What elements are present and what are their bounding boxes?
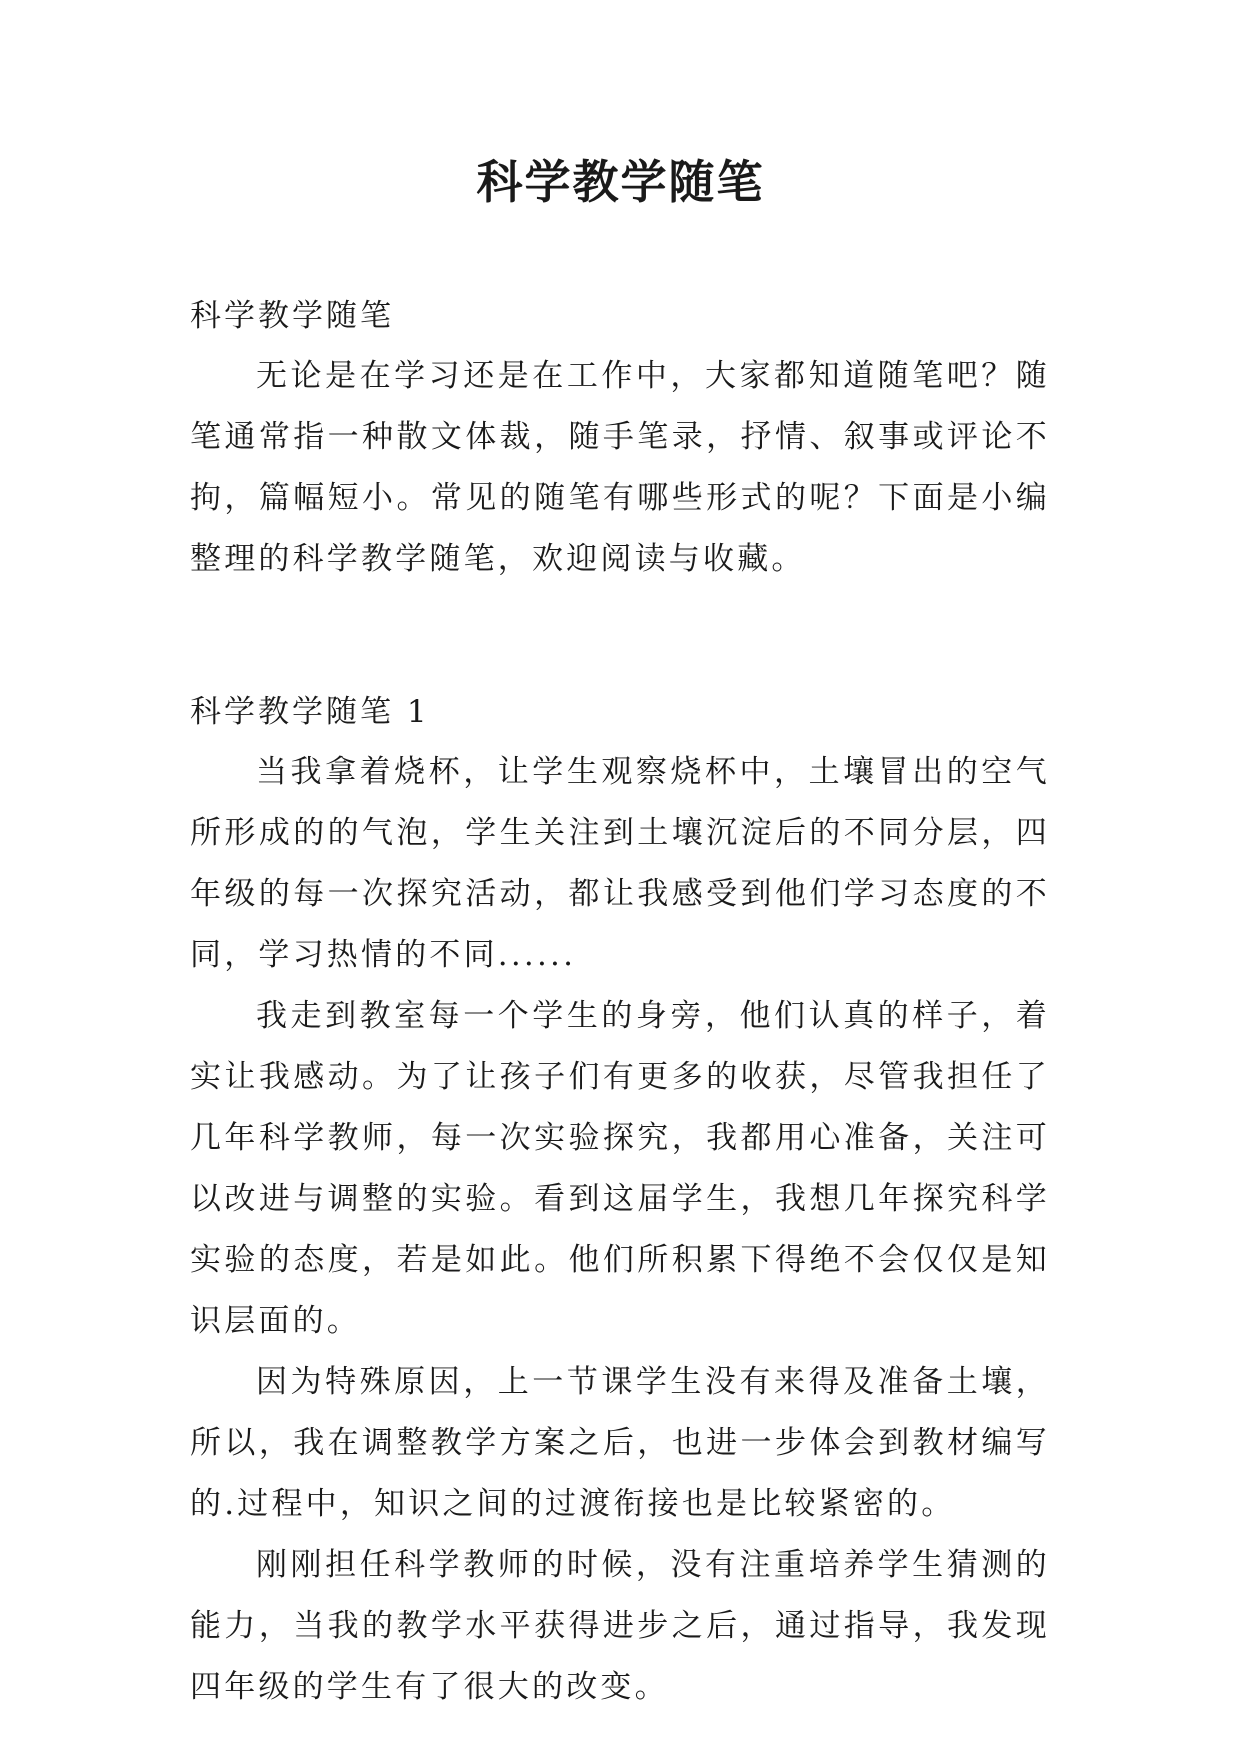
section-1-paragraph-3: 因为特殊原因，上一节课学生没有来得及准备土壤，所以，我在调整教学方案之后，也进一步体会到教材编写的.过程中，知识之间的过渡衔接也是比较紧密的。 — [190, 1364, 1050, 1522]
section-1-paragraph-2: 我走到教室每一个学生的身旁，他们认真的样子，着实让我感动。为了让孩子们有更多的收获，尽管我担任了几年科学教师，每一次实验探究，我都用心准备，关注可以改进与调整的实验。看到这届学生，我想几年探究科学实验的态度，若是如此。他们所积累下得绝不会仅仅是知识层面的。 — [190, 998, 1050, 1339]
document-title: 科学教学随笔 — [476, 155, 765, 209]
section-spacer — [190, 590, 1050, 682]
section-1-paragraph-4: 刚刚担任科学教师的时候，没有注重培养学生猜测的能力，当我的教学水平获得进步之后，通过指导，我发现四年级的学生有了很大的改变。 — [190, 1547, 1050, 1705]
intro-paragraph: 无论是在学习还是在工作中，大家都知道随笔吧？随笔通常指一种散文体裁，随手笔录，抒情、叙事或评论不拘，篇幅短小。常见的随笔有哪些形式的呢？下面是小编整理的科学教学随笔，欢迎阅读与收藏。 — [190, 358, 1050, 577]
section-1-heading: 科学教学随笔 1 — [190, 694, 430, 730]
intro-heading: 科学教学随笔 — [190, 298, 394, 334]
document-body — [190, 286, 1050, 1718]
section-1-paragraph-1: 当我拿着烧杯，让学生观察烧杯中，土壤冒出的空气所形成的的气泡，学生关注到土壤沉淀后的不同分层，四年级的每一次探究活动，都让我感受到他们学习态度的不同，学习热情的不同...... — [190, 754, 1050, 973]
